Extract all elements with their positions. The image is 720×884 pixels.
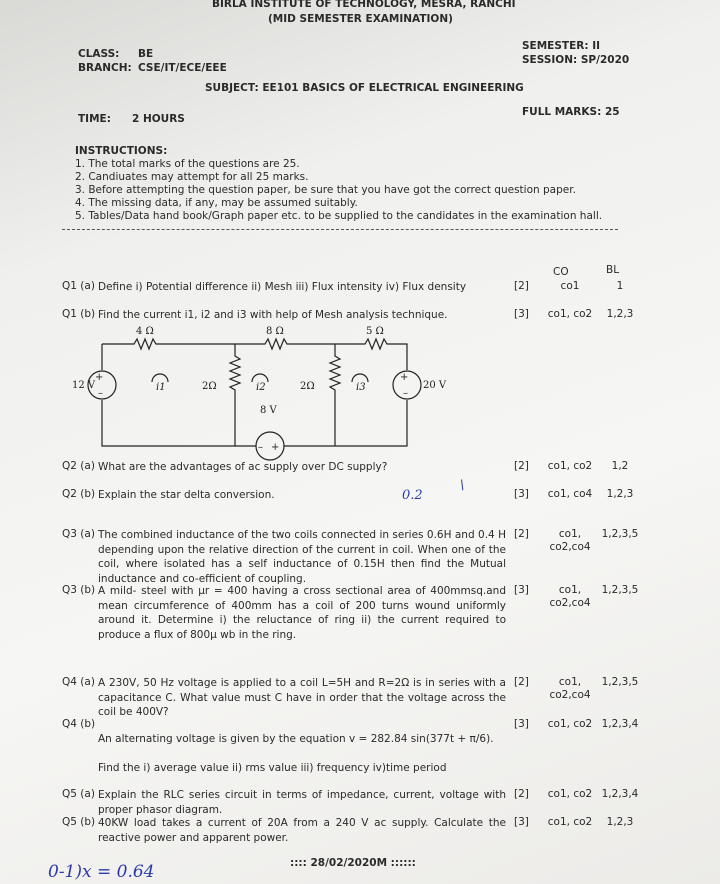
question-co: co1, co2 [547,308,593,320]
question-bl: 1,2,3,4 [601,788,639,800]
time-label: TIME: [78,113,111,125]
instruction-item: 1. The total marks of the questions are 25. [75,158,300,170]
question-marks: [3] [514,584,529,596]
resistor-2-ohm: 2Ω [202,381,217,392]
co-header: CO [553,266,569,278]
semester: SEMESTER: II [522,40,601,52]
time-value: 2 HOURS [132,113,185,125]
question-text: Explain the star delta conversion. [98,489,275,501]
question-bl: 1,2,3 [606,488,634,500]
question-marks: [3] [514,718,529,730]
question-co: co1, co2,co4 [549,528,591,553]
mesh-current-i2: i2 [256,382,266,393]
handwritten-calculation: 0-1)x = 0.64 [48,862,155,882]
question-marks: [2] [514,280,529,292]
question-text: Define i) Potential difference ii) Mesh iii) Flux intensity iv) Flux density [98,281,467,293]
mesh-current-i1: i1 [156,382,166,393]
question-label: Q2 (b) [62,488,96,500]
question-bl: 1,2,3 [606,816,634,828]
question-bl: 1,2,3,5 [601,676,639,688]
institute-name: BIRLA INSTITUTE OF TECHNOLOGY, MESRA, RANCHI [212,0,516,10]
question-co: co1, co2 [547,718,593,730]
question-marks: [3] [514,308,529,320]
question-marks: [2] [514,788,529,800]
question-label: Q2 (a) [62,460,95,472]
question-text: Explain the RLC series circuit in terms of impedance, current, voltage with proper phasor diagram. [98,789,506,816]
circuit-diagram [70,322,470,470]
resistor-4-ohm: 4 Ω [136,326,154,337]
question-co: co1 [560,280,580,292]
session: SESSION: SP/2020 [522,54,630,66]
footer-date: :::: 28/02/2020M :::::: [290,857,416,869]
question-label: Q1 (b) [62,308,96,320]
question-co: co1, co2,co4 [549,584,591,609]
subject: SUBJECT: EE101 BASICS OF ELECTRICAL ENGINEERING [205,82,524,94]
question-bl: 1,2 [611,460,629,472]
class-value: BE [138,48,154,60]
bl-header: BL [606,264,620,276]
instruction-item: 5. Tables/Data hand book/Graph paper etc. to be supplied to the candidates in the examination hall. [75,210,603,222]
mesh-current-i3: i3 [356,382,366,393]
branch-value: CSE/IT/ECE/EEE [138,62,227,74]
question-bl: 1,2,3,5 [601,584,639,596]
source-12v: 12 V [72,380,96,391]
full-marks: FULL MARKS: 25 [522,106,620,118]
question-label: Q5 (b) [62,816,96,828]
resistor-5-ohm: 5 Ω [366,326,384,337]
question-text: Find the current i1, i2 and i3 with help of Mesh analysis technique. [98,309,448,321]
handwritten-mark: \ [460,478,465,493]
question-text: Find the i) average value ii) rms value iii) frequency iv)time period [98,762,447,774]
class-label: CLASS: [78,48,120,60]
exam-type: (MID SEMESTER EXAMINATION) [268,13,453,25]
question-bl: 1 [616,280,624,292]
question-text: The combined inductance of the two coils connected in series 0.6H and 0.4 H depending upon the relative direction of the current in coil. When one of the coil, where isolated has a self inductance of 0.15H then find the Mutual inductance and co-efficient of coupling. [98,529,506,585]
question-marks: [2] [514,460,529,472]
svg-text:–: – [98,388,103,399]
question-text: A 230V, 50 Hz voltage is applied to a coil L=5H and R=2Ω is in series with a capacitance C. What value must C have in order that the voltage across the coil be 400V? [98,677,506,718]
question-text: An alternating voltage is given by the equation v = 282.84 sin(377t + π/6). [98,733,494,745]
instruction-item: 2. Candiuates may attempt for all 25 marks. [75,171,309,183]
svg-text:+: + [271,442,280,453]
question-bl: 1,2,3 [606,308,634,320]
instruction-item: 4. The missing data, if any, may be assumed suitably. [75,197,358,209]
instructions-title: INSTRUCTIONS: [75,145,168,157]
question-co: co1, co2 [547,460,593,472]
svg-text:+: + [95,372,104,383]
question-marks: [3] [514,816,529,828]
question-label: Q5 (a) [62,788,95,800]
question-co: co1, co2,co4 [549,676,591,701]
question-marks: [2] [514,528,529,540]
svg-text:–: – [258,442,263,453]
question-bl: 1,2,3,5 [601,528,639,540]
resistor-8-ohm: 8 Ω [266,326,284,337]
question-text: What are the advantages of ac supply over DC supply? [98,461,388,473]
question-label: Q1 (a) [62,280,95,292]
branch-label: BRANCH: [78,62,132,74]
handwritten-note: 0.2 [402,488,423,503]
svg-text:+: + [400,372,409,383]
question-text: 40KW load takes a current of 20A from a 240 V ac supply. Calculate the reactive power and apparent power. [98,817,506,844]
question-marks: [2] [514,676,529,688]
question-label: Q3 (b) [62,584,96,596]
question-marks: [3] [514,488,529,500]
resistor-2-ohm: 2Ω [300,381,315,392]
question-label: Q3 (a) [62,528,95,540]
question-label: Q4 (b) [62,718,96,730]
question-co: co1, co4 [547,488,593,500]
source-20v: 20 V [423,380,447,391]
instruction-item: 3. Before attempting the question paper, be sure that you have got the correct question paper. [75,184,576,196]
question-co: co1, co2 [547,816,593,828]
svg-text:–: – [403,388,408,399]
question-bl: 1,2,3,4 [601,718,639,730]
divider [62,229,618,230]
question-text: A mild- steel with μr = 400 having a cross sectional area of 400mmsq.and mean circumference of 400mm has a coil of 200 turns wound uniformly around it. Determine i) the reluctance of ring ii) the current required to produce a flux of 800μ wb in the ring. [98,585,506,641]
question-label: Q4 (a) [62,676,95,688]
question-co: co1, co2 [547,788,593,800]
source-8v: 8 V [260,405,277,416]
